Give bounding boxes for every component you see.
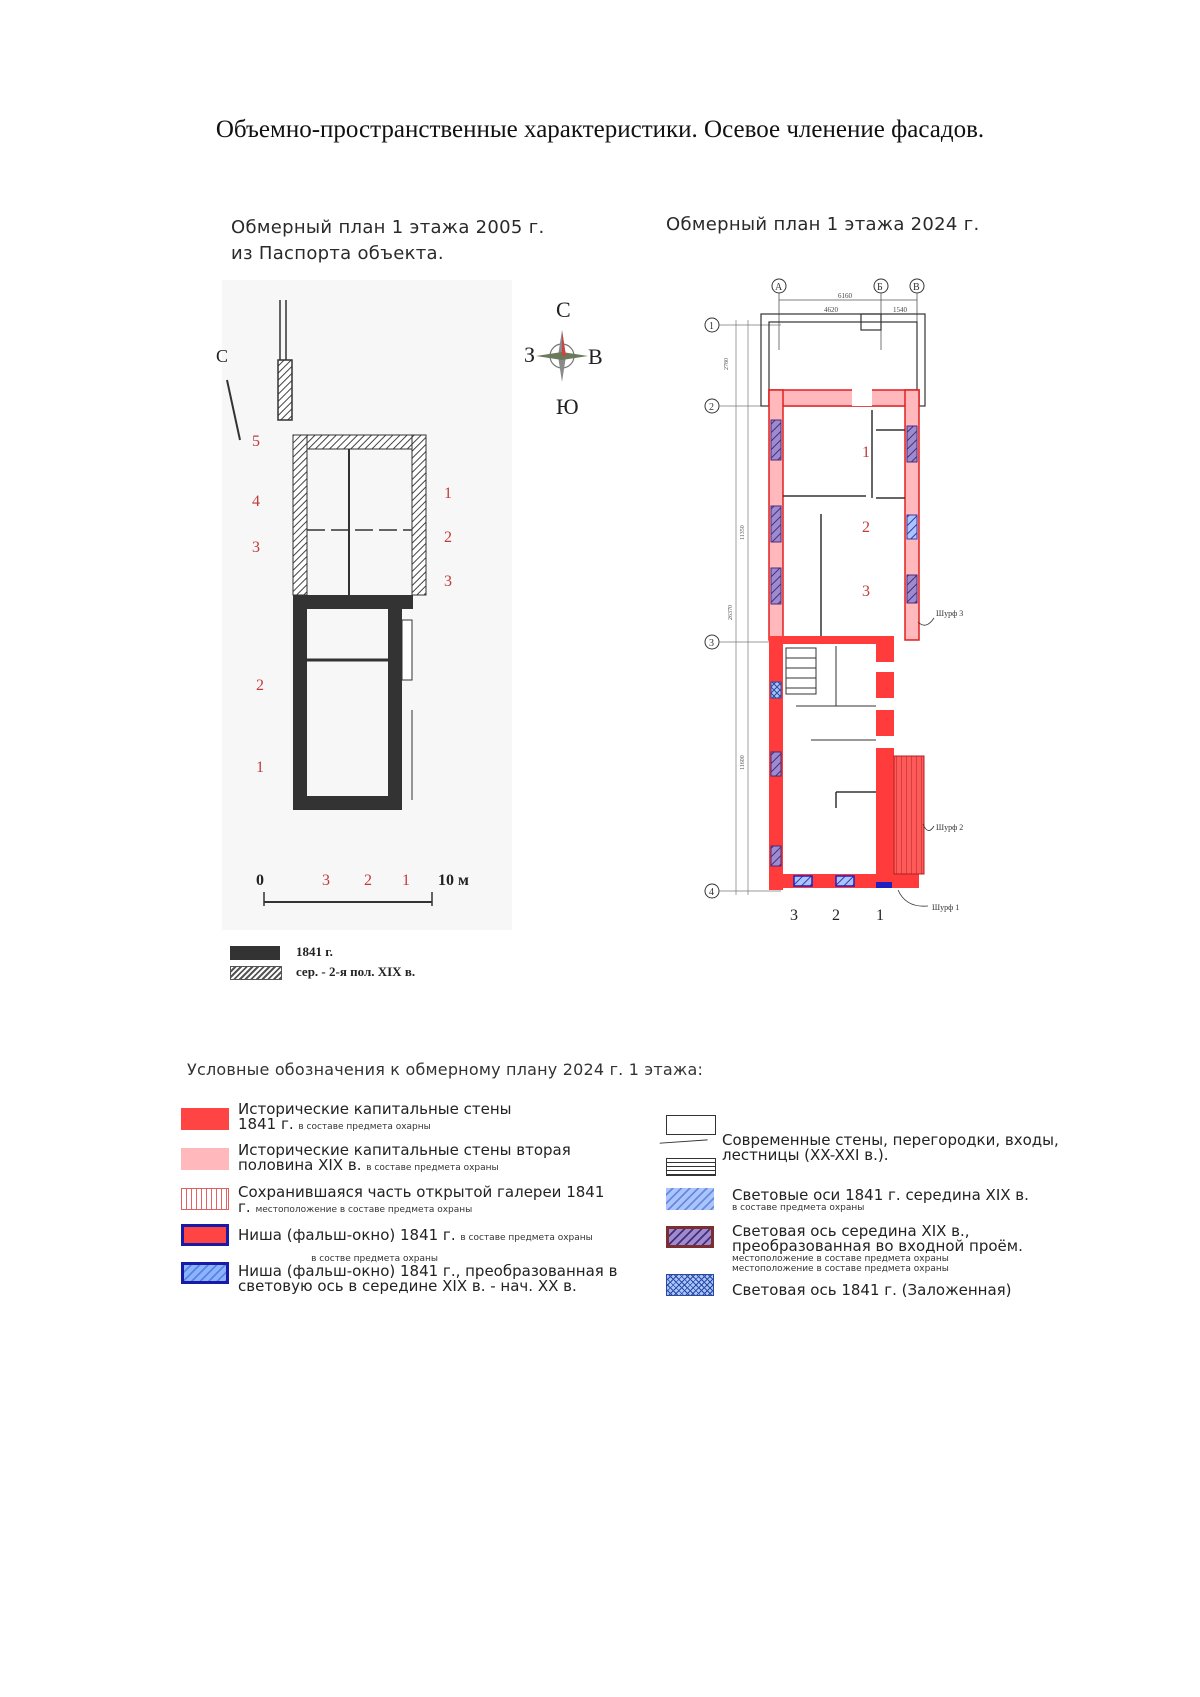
svg-text:3: 3	[709, 638, 714, 649]
light-axis-mid-xix	[771, 752, 781, 776]
legend-swatch-light-axes-1841	[666, 1188, 714, 1210]
legend-swatch-walls-xix	[181, 1148, 229, 1170]
svg-text:4620: 4620	[824, 306, 838, 314]
plan-2024-caption: Обмерный план 1 этажа 2024 г.	[666, 214, 980, 235]
legend-swatch-niche-1841	[181, 1224, 229, 1246]
svg-text:2780: 2780	[724, 358, 730, 370]
plan-2005	[216, 280, 512, 930]
svg-text:1: 1	[402, 872, 410, 889]
light-axis-mid-xix	[771, 568, 781, 604]
east-axis-label-2024: 3	[862, 583, 870, 600]
legend-2005-label-1841: 1841 г.	[296, 944, 333, 959]
niche-1841	[876, 882, 892, 888]
legend-swatch-gallery	[181, 1188, 229, 1210]
legend-swatch-light-axis-entrance	[666, 1226, 714, 1248]
svg-text:1540: 1540	[893, 306, 907, 314]
compass-rose	[520, 292, 610, 422]
legend-item-light-axis-blocked: Световая ось 1841 г. (Заложенная)	[732, 1281, 1012, 1299]
west-axis-label: 4	[252, 493, 260, 510]
svg-text:1: 1	[709, 321, 714, 332]
legend-swatch-walls-1841	[181, 1108, 229, 1130]
legend-swatch-modern-stairs	[666, 1158, 716, 1176]
plan-2005-caption-line2: из Паспорта объекта.	[231, 243, 444, 264]
compass-south-label: Ю	[556, 394, 579, 419]
east-axis-label-2024: 2	[862, 519, 870, 536]
west-axis-label: 3	[252, 539, 260, 556]
page-title: Объемно-пространственные характеристики. Осевое членение фасадов.	[215, 116, 985, 143]
svg-text:2: 2	[709, 402, 714, 413]
svg-text:11600: 11600	[740, 755, 746, 770]
south-axis-label-2024: 1	[876, 907, 884, 924]
west-axis-label: 2	[256, 677, 264, 694]
legend-item-walls-1841: Исторические капитальные стены 1841 г. в составе предмета охарны	[238, 1100, 512, 1133]
compass-west-label: З	[524, 342, 536, 367]
legend-item-modern: Современные стены, перегородки, входы, лестницы (XX-XXI в.).	[722, 1131, 1059, 1164]
compass-north-label: С	[556, 297, 571, 322]
legend-2005-swatch-1841	[230, 946, 280, 960]
legend-2024-title: Условные обозначения к обмерному плану 2024 г. 1 этажа:	[187, 1060, 704, 1079]
svg-text:А: А	[775, 282, 783, 293]
light-axis-mid-xix	[771, 506, 781, 542]
annex-wall	[278, 360, 292, 420]
shurf-2-label: Шурф 2	[936, 823, 964, 832]
gallery-remains-1841	[894, 756, 924, 874]
south-axis-label-2024: 2	[832, 907, 840, 924]
svg-text:6160: 6160	[838, 292, 852, 300]
svg-text:В: В	[913, 282, 920, 293]
shurf-3-label: Шурф 3	[936, 609, 964, 618]
compass-star-icon	[536, 330, 588, 382]
legend-item-light-axis-entrance: Световая ось середина XIX в., преобразованная во входной проём. местоположение в составе предмета охраны местоположение в составе предмета охраны	[732, 1222, 1023, 1274]
plan-2005-caption	[231, 215, 545, 267]
legend-swatch-modern-wall	[666, 1115, 716, 1135]
light-axis-1841	[907, 515, 917, 539]
legend-item-walls-xix: Исторические капитальные стены вторая половина XIX в. в составе предмета охраны	[238, 1141, 571, 1174]
legend-2005-label-hatch: сер. - 2-я пол. XIX в.	[296, 964, 416, 979]
west-axis-label: 5	[252, 433, 260, 450]
legend-item-niche-1841: Ниша (фальш-окно) 1841 г. в составе предмета охраны	[238, 1226, 593, 1244]
plan-2024	[636, 270, 1026, 1020]
legend-2005-swatch-hatch	[230, 966, 282, 980]
svg-text:4: 4	[709, 887, 714, 898]
svg-text:0: 0	[256, 872, 264, 889]
legend-swatch-modern-partition	[660, 1139, 709, 1153]
legend-swatch-light-axis-blocked	[666, 1274, 714, 1296]
legend-swatch-niche-converted	[181, 1262, 229, 1284]
light-axis-mid-xix	[771, 846, 781, 866]
compass-east-label: В	[588, 344, 603, 369]
svg-text:10 м: 10 м	[438, 872, 469, 889]
niche-converted	[836, 876, 854, 886]
niche-converted	[794, 876, 812, 886]
svg-text:11350: 11350	[740, 525, 746, 540]
west-axis-label: 1	[256, 759, 264, 776]
svg-text:3: 3	[322, 872, 330, 889]
light-axis-mid-xix	[907, 575, 917, 603]
svg-text:2: 2	[364, 872, 372, 889]
light-axis-mid-xix	[907, 426, 917, 462]
east-axis-label: 2	[444, 529, 452, 546]
east-axis-label: 1	[444, 485, 452, 502]
east-axis-label-2024: 1	[862, 444, 870, 461]
legend-item-light-axes-1841: Световые оси 1841 г. середина XIX в. в составе предмета охраны	[732, 1186, 1029, 1213]
legend-item-gallery: Сохранившаяся часть открытой галереи 1841 г. местоположение в составе предмета охраны	[238, 1183, 605, 1216]
light-axis-1841-blocked	[771, 682, 781, 698]
svg-text:26370: 26370	[728, 605, 734, 620]
east-axis-label: 3	[444, 573, 452, 590]
plan-2005-caption-line1: Обмерный план 1 этажа 2005 г.	[231, 217, 545, 238]
plan-2005-north-label: С	[216, 346, 229, 366]
south-axis-label-2024: 3	[790, 907, 798, 924]
svg-text:Б: Б	[877, 282, 883, 293]
light-axis-mid-xix	[771, 420, 781, 460]
shurf-1-label: Шурф 1	[932, 903, 960, 912]
legend-item-niche-converted: в состве предмета охраны Ниша (фальш-окно) 1841 г., преобразованная в световую ось в середине XIX в. - нач. XX в.	[238, 1254, 618, 1295]
